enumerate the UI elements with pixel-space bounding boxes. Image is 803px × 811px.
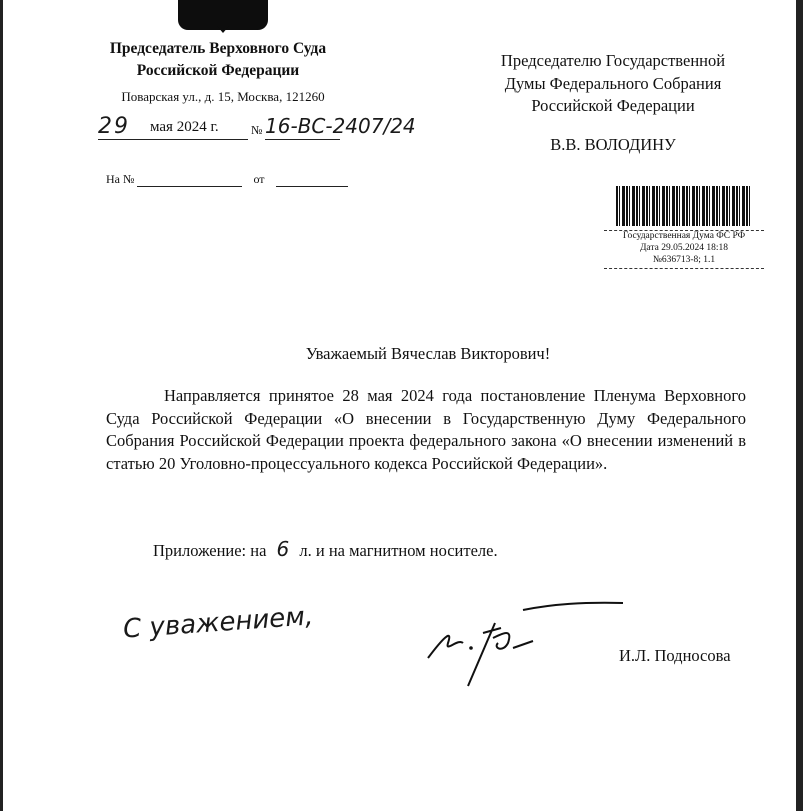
date-day-handwritten: 29 [98,114,130,139]
registration-stamp [599,186,769,274]
stamp-divider [604,268,764,269]
document-page [3,0,796,811]
attachment-count: 6 [276,537,290,561]
date-month-year: мая 2024 г. [150,119,219,135]
sender-title: Председатель Верховного Суда Российской Федерации [109,40,327,79]
sender-address: Поварская ул., д. 15, Москва, 121260 [121,89,325,104]
stamp-date: Дата 29.05.2024 18:18 [639,243,729,253]
coat-of-arms-emblem [178,0,268,30]
signer-name: И.Л. Подносова [619,646,731,665]
letter-body: Направляется принятое 28 мая 2024 года постановление Пленума Верховного Суда Российской Федерации «О внесении в Государственную Думу Федерального Собрания Российской Федерации проекта федерального закона «О внесении изменений в статью 20 Уголовно-процессуального кодекса Российской Федерации». [106,386,746,473]
stamp-number: №636713-8; 1.1 [652,255,716,265]
number-underline [265,139,340,140]
date-underline [98,139,248,140]
ref-date-blank [276,176,348,187]
outgoing-doc-number: 16-ВС-2407/24 [265,114,416,138]
ref-from-label: от [253,172,265,186]
attachment-line: Приложение: на 6 л. и на магнитном носителе. [153,537,498,561]
signature-icon [423,598,623,688]
recipient-name: В.В. ВОЛОДИНУ [550,135,676,154]
barcode-icon [616,186,751,226]
date-number-row [98,114,458,142]
handwritten-closing: С уважением, [122,601,315,645]
number-sign: № [251,123,263,137]
recipient-block: Председателю Государственной Думы Федерального Собрания Российской Федерации [500,51,726,115]
ref-number-blank [137,176,242,187]
reference-row [106,172,348,187]
salutation: Уважаемый Вячеслав Викторович! [305,344,551,363]
stamp-org: Государственная Дума ФС РФ [622,231,746,241]
ref-label: На № [106,172,135,186]
